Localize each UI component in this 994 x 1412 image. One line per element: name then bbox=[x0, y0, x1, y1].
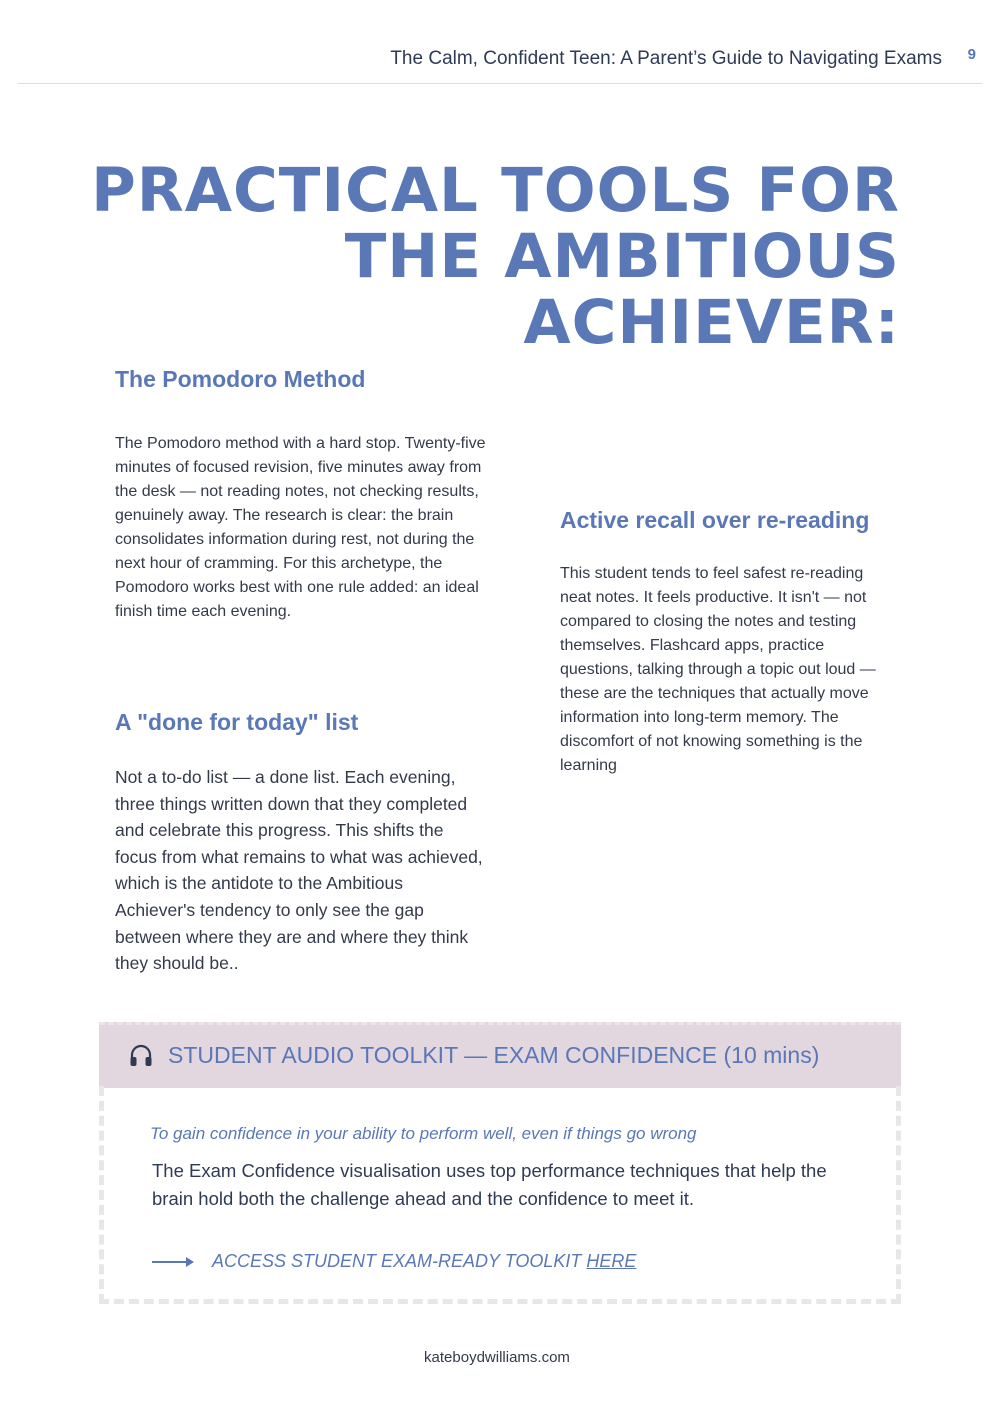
toolkit-title: STUDENT AUDIO TOOLKIT — EXAM CONFIDENCE (10 mins) bbox=[168, 1042, 820, 1068]
arrow-right-icon bbox=[152, 1255, 194, 1269]
headphones-icon bbox=[128, 1043, 154, 1069]
page-title-line-1: PRACTICAL TOOLS FOR bbox=[91, 155, 900, 226]
done-list-body: Not a to-do list — a done list. Each evening, three things written down that they completed and celebrate this progress. This shifts the focus from what remains to what was achieved, which is the antidote to the Ambitious Achiever's tendency to only see the gap between where they are and where they think they should be.. bbox=[115, 767, 483, 974]
toolkit-link-prefix: ACCESS STUDENT EXAM-READY TOOLKIT bbox=[212, 1251, 587, 1271]
footer-website: kateboydwilliams.com bbox=[424, 1349, 570, 1366]
page-title bbox=[80, 155, 900, 358]
toolkit-access-link bbox=[212, 1251, 636, 1272]
pomodoro-heading: The Pomodoro Method bbox=[115, 366, 366, 392]
header-divider bbox=[18, 83, 982, 84]
toolkit-description: The Exam Confidence visualisation uses top performance techniques that help the brain hold both the challenge ahead and the confidence to meet it. bbox=[152, 1160, 827, 1209]
toolkit-subtitle: To gain confidence in your ability to perform well, even if things go wrong bbox=[150, 1124, 697, 1143]
running-header: The Calm, Confident Teen: A Parent’s Guide to Navigating Exams bbox=[390, 48, 942, 69]
active-recall-body: This student tends to feel safest re-reading neat notes. It feels productive. It isn't — not compared to closing the notes and testing themselves. Flashcard apps, practice questions, talking through a topic out loud — these are the techniques that actually move information into long-term memory. The discomfort of not knowing something is the learning bbox=[560, 565, 876, 774]
done-list-heading: A "done for today" list bbox=[115, 709, 359, 735]
active-recall-heading: Active recall over re-reading bbox=[560, 507, 870, 533]
pomodoro-body: The Pomodoro method with a hard stop. Twenty-five minutes of focused revision, five minutes away from the desk — not reading notes, not checking results, genuinely away. The research is clear: the brain consolidates information during rest, not during the next hour of cramming. For this archetype, the Pomodoro works best with one rule added: an ideal finish time each evening. bbox=[115, 435, 486, 620]
page-number: 9 bbox=[967, 46, 976, 63]
page-title-line-2: THE AMBITIOUS ACHIEVER: bbox=[344, 221, 900, 358]
toolkit-here-link[interactable]: HERE bbox=[586, 1251, 637, 1271]
